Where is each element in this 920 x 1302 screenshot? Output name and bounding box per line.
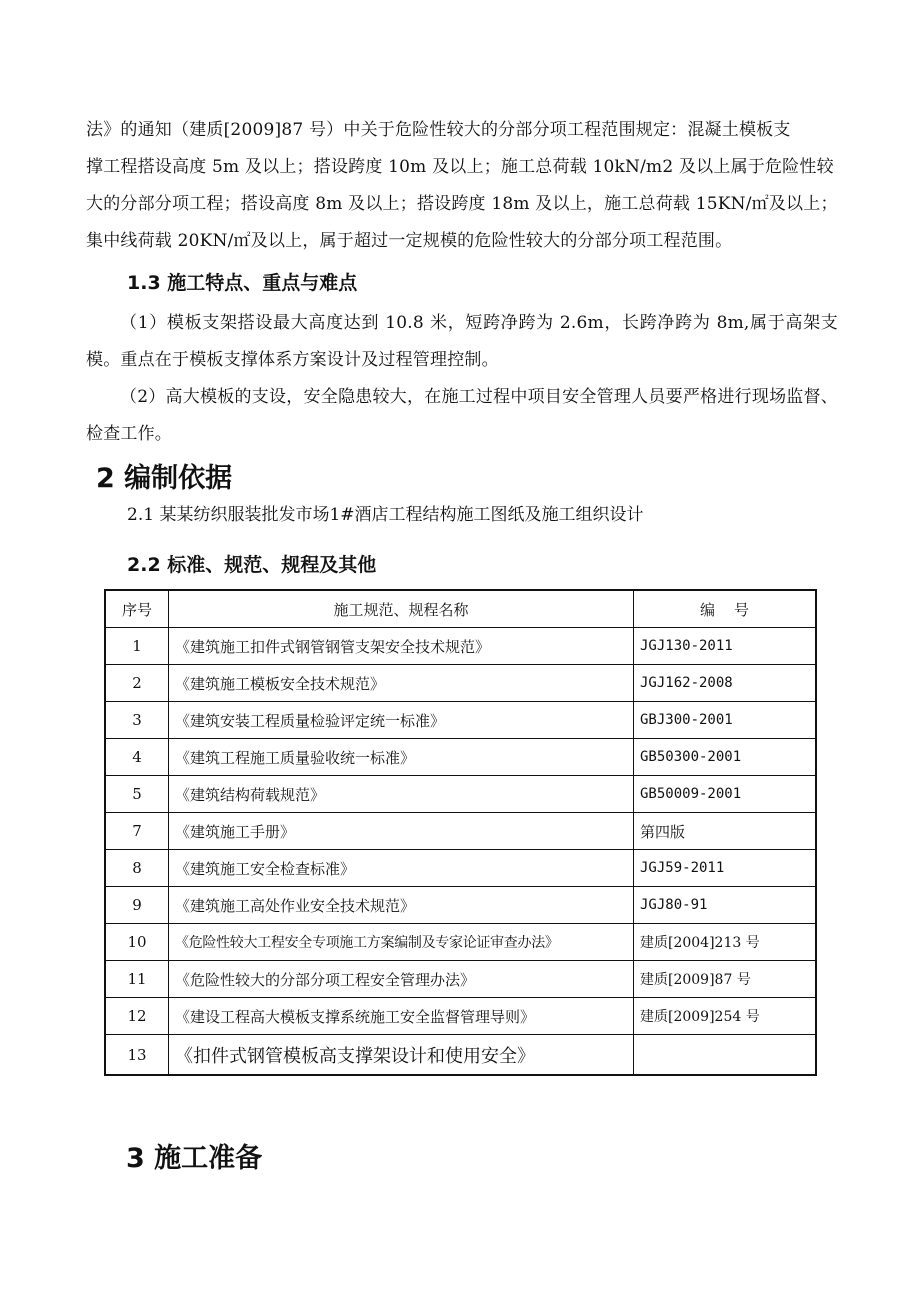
cell-no: 5 [105,776,169,813]
cell-code: 建质[2009]87 号 [634,961,817,998]
cell-code: JGJ80-91 [634,887,817,924]
table-row [105,776,816,813]
cell-code [634,1035,817,1076]
header-no: 序号 [105,590,169,628]
table-row [105,850,816,887]
cell-name: 《建筑工程施工质量验收统一标准》 [169,739,634,776]
header-name: 施工规范、规程名称 [169,590,634,628]
standards-table [104,589,817,1076]
cell-name: 《建筑结构荷载规范》 [169,776,634,813]
intro-line: 法》的通知（建质[2009]87 号）中关于危险性较大的分部分项工程范围规定：混凝土模板支 [86,120,791,140]
table-row [105,961,816,998]
cell-code: 第四版 [634,813,817,850]
table-row [105,813,816,850]
cell-code: 建质[2004]213 号 [634,924,817,961]
cell-code: GB50300-2001 [634,739,817,776]
table-row [105,628,816,665]
table-row [105,739,816,776]
cell-code: JGJ130-2011 [634,628,817,665]
cell-name: 《建筑施工手册》 [169,813,634,850]
section-1-3-item-1: （1）模板支架搭设最大高度达到 10.8 米，短跨净跨为 2.6m，长跨净跨为 8m,属于高架支模。重点在于模板支撑体系方案设计及过程管理控制。 [86,313,838,370]
cell-no: 11 [105,961,169,998]
intro-line: 集中线荷载 20KN/㎡及以上，属于超过一定规模的危险性较大的分部分项工程范围。 [86,231,733,251]
intro-paragraph [86,112,838,260]
cell-no: 10 [105,924,169,961]
cell-no: 2 [105,665,169,702]
cell-no: 9 [105,887,169,924]
section-1-3-heading: 1.3 施工特点、重点与难点 [127,272,358,294]
intro-line: 大的分部分项工程；搭设高度 8m 及以上；搭设跨度 18m 及以上，施工总荷载 15KN/㎡及以上； [86,194,838,214]
cell-no: 1 [105,628,169,665]
section-2-2-heading: 2.2 标准、规范、规程及其他 [127,554,377,576]
section-2-heading: 2 编制依据 [96,463,233,494]
section-1-3-item-2: （2）高大模板的支设，安全隐患较大，在施工过程中项目安全管理人员要严格进行现场监督、检查工作。 [86,387,838,444]
cell-code: JGJ59-2011 [634,850,817,887]
cell-name: 《建筑安装工程质量检验评定统一标准》 [169,702,634,739]
table-row [105,924,816,961]
cell-no: 13 [105,1035,169,1076]
section-3-heading: 3 施工准备 [126,1143,263,1174]
table-header-row [105,590,816,628]
table-row [105,702,816,739]
cell-code: GB50009-2001 [634,776,817,813]
cell-name: 《建筑施工模板安全技术规范》 [169,665,634,702]
header-code: 编 号 [634,590,817,628]
cell-no: 4 [105,739,169,776]
cell-no: 3 [105,702,169,739]
cell-name: 《扣件式钢管模板高支撑架设计和使用安全》 [169,1035,634,1076]
cell-name: 《危险性较大工程安全专项施工方案编制及专家论证审查办法》 [169,924,634,961]
cell-name: 《危险性较大的分部分项工程安全管理办法》 [169,961,634,998]
cell-no: 7 [105,813,169,850]
table-row [105,665,816,702]
cell-code: JGJ162-2008 [634,665,817,702]
cell-code: GBJ300-2001 [634,702,817,739]
cell-name: 《建筑施工扣件式钢管钢管支架安全技术规范》 [169,628,634,665]
cell-code: 建质[2009]254 号 [634,998,817,1035]
cell-no: 8 [105,850,169,887]
cell-name: 《建筑施工高处作业安全技术规范》 [169,887,634,924]
section-2-1-line: 2.1 某某纺织服装批发市场1#酒店工程结构施工图纸及施工组织设计 [127,505,644,525]
cell-no: 12 [105,998,169,1035]
cell-name: 《建筑施工安全检查标准》 [169,850,634,887]
table-row [105,998,816,1035]
intro-line: 撑工程搭设高度 5m 及以上；搭设跨度 10m 及以上；施工总荷载 10kN/m2 及以上属于危险性较 [86,157,834,177]
cell-name: 《建设工程高大模板支撑系统施工安全监督管理导则》 [169,998,634,1035]
table-row [105,1035,816,1076]
table-row [105,887,816,924]
